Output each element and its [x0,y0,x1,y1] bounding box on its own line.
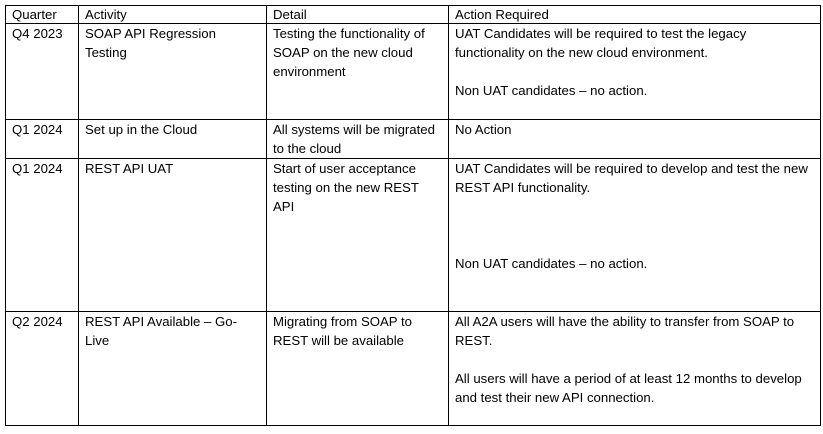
quarter-cell: Q4 2023 [6,24,79,120]
action-cell [449,24,821,120]
activity-cell: Set up in the Cloud [79,120,267,159]
table-row [6,159,821,312]
header-row [6,6,821,24]
activity-cell: SOAP API Regression Testing [79,24,267,120]
table-row [6,120,821,159]
header-activity: Activity [79,6,267,24]
action-paragraph: No Action [455,122,512,137]
action-paragraph: Non UAT candidates – no action. [455,83,648,98]
quarter-cell: Q1 2024 [6,120,79,159]
quarter-cell: Q2 2024 [6,312,79,426]
detail-cell: Testing the functionality of SOAP on the new cloud environment [267,24,449,120]
activity-cell: REST API UAT [79,159,267,312]
header-action-required: Action Required [449,6,821,24]
detail-cell: Start of user acceptance testing on the new REST API [267,159,449,312]
action-cell [449,159,821,312]
schedule-table [5,5,821,426]
activity-cell: REST API Available – Go-Live [79,312,267,426]
detail-cell: All systems will be migrated to the cloud [267,120,449,159]
action-paragraph: Non UAT candidates – no action. [455,256,648,271]
action-paragraph: UAT Candidates will be required to develop and test the new REST API functionality. [455,161,808,195]
table-row [6,24,821,120]
action-paragraph: All users will have a period of at least 12 months to develop and test their new API connection. [455,371,802,405]
action-paragraph: All A2A users will have the ability to transfer from SOAP to REST. [455,314,795,348]
detail-cell: Migrating from SOAP to REST will be available [267,312,449,426]
action-paragraph: UAT Candidates will be required to test the legacy functionality on the new cloud environment. [455,26,747,60]
action-cell [449,312,821,426]
action-cell [449,120,821,159]
table-row [6,312,821,426]
header-detail: Detail [267,6,449,24]
header-quarter: Quarter [6,6,79,24]
quarter-cell: Q1 2024 [6,159,79,312]
